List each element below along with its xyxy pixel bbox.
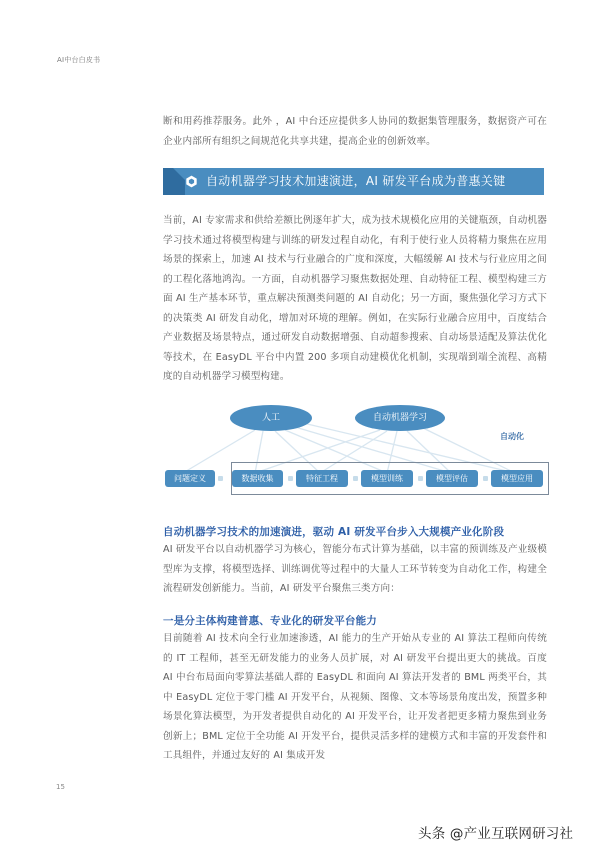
page-header-title: AI中台白皮书 [57,56,101,64]
connector [483,476,488,481]
section-banner [163,168,544,195]
source-node-manual: 人工 [230,405,312,431]
step-data-collection: 数据收集 [232,470,283,487]
watermark: 头条 @产业互联网研习社 [418,826,574,842]
connector [288,476,293,481]
connector [418,476,423,481]
step-model-training: 模型训练 [361,470,413,487]
paragraph-platform-core: AI 研发平台以自动机器学习为核心，智能分布式计算为基础，以丰富的预训练及产业级模型库为支撑，将模型选择、训练调优等过程中的大量人工环节转变为自动化工作，构建全流程研发创新能力。当前，AI 研发平台聚焦三类方向： [163,544,547,594]
hexagon-ring-icon [185,175,198,188]
connector [353,476,358,481]
automl-diagram [155,395,555,505]
subheading-industrialization: 自动机器学习技术的加速演进，驱动 AI 研发平台步入大规模产业化阶段 [163,526,505,538]
source-node-automl: 自动机器学习 [355,405,445,431]
step-problem-definition: 问题定义 [165,470,215,487]
connector [218,476,223,481]
paragraph-easydl-bml: 目前随着 AI 技术向全行业加速渗透，AI 能力的生产开始从专业的 AI 算法工程师向传统的 IT 工程师，甚至无研发能力的业务人员扩展，对 AI 研发平台提出更大的挑战。百度 AI 中台布局面向零算法基础人群的 EasyDL 和面向 AI 算法开发者的 BML 两类平台，其中 EasyDL 定位于零门槛 AI 开发平台，从视频、图像、文本等场景角度出发，预置多种场景化算法模型，为开发者提供自动化的 AI 开发平台，让开发者把更多精力聚焦到业务创新上；BML 定位于全功能 AI 开发平台，提供灵活多样的建模方式和丰富的开发套件和工具组件，并通过友好的 AI 集成开发 [163,633,547,761]
subheading-direction-one: 一是分主体构建普惠、专业化的研发平台能力 [163,615,377,627]
step-model-application: 模型应用 [491,470,543,487]
intro-paragraph: 断和用药推荐服务。此外 ，AI 中台还应提供多人协同的数据集管理服务，数据资产可在企业内部所有组织之间规范化共享共建，提高企业的创新效率。 [163,116,547,147]
automation-label: 自动化 [500,432,524,441]
paragraph-automl-overview: 当前，AI 专家需求和供给差额比例逐年扩大，成为技术规模化应用的关键瓶颈，自动机器学习技术通过将模型构建与训练的研发过程自动化，有利于使行业人员将精力聚焦在应用场景的探索上，加速 AI 技术与行业融合的广度和深度，大幅缓解 AI 技术与行业应用之间的工程化落地鸿沟。一方面，自动机器学习聚焦数据处理、自动特征工程、模型构建三方面 AI 生产基本环节，重点解决预测类问题的 AI 自动化；另一方面，聚焦强化学习方式下的决策类 AI 研发自动化，增加对环境的理解。例如，在实际行业融合应用中，百度结合产业数据及场景特点，通过研发自动数据增强、自动超参搜索、自动场景适配及算法优化等技术，在 EasyDL 平台中内置 200 多项自动建模优化机制，实现端到端全流程、高精度的自动机器学习模型构建。 [163,215,547,382]
step-model-evaluation: 模型评估 [426,470,478,487]
banner-title: 自动机器学习技术加速演进，AI 研发平台成为普惠关键 [206,174,506,188]
page-number: 15 [56,783,65,791]
step-feature-engineering: 特征工程 [296,470,348,487]
